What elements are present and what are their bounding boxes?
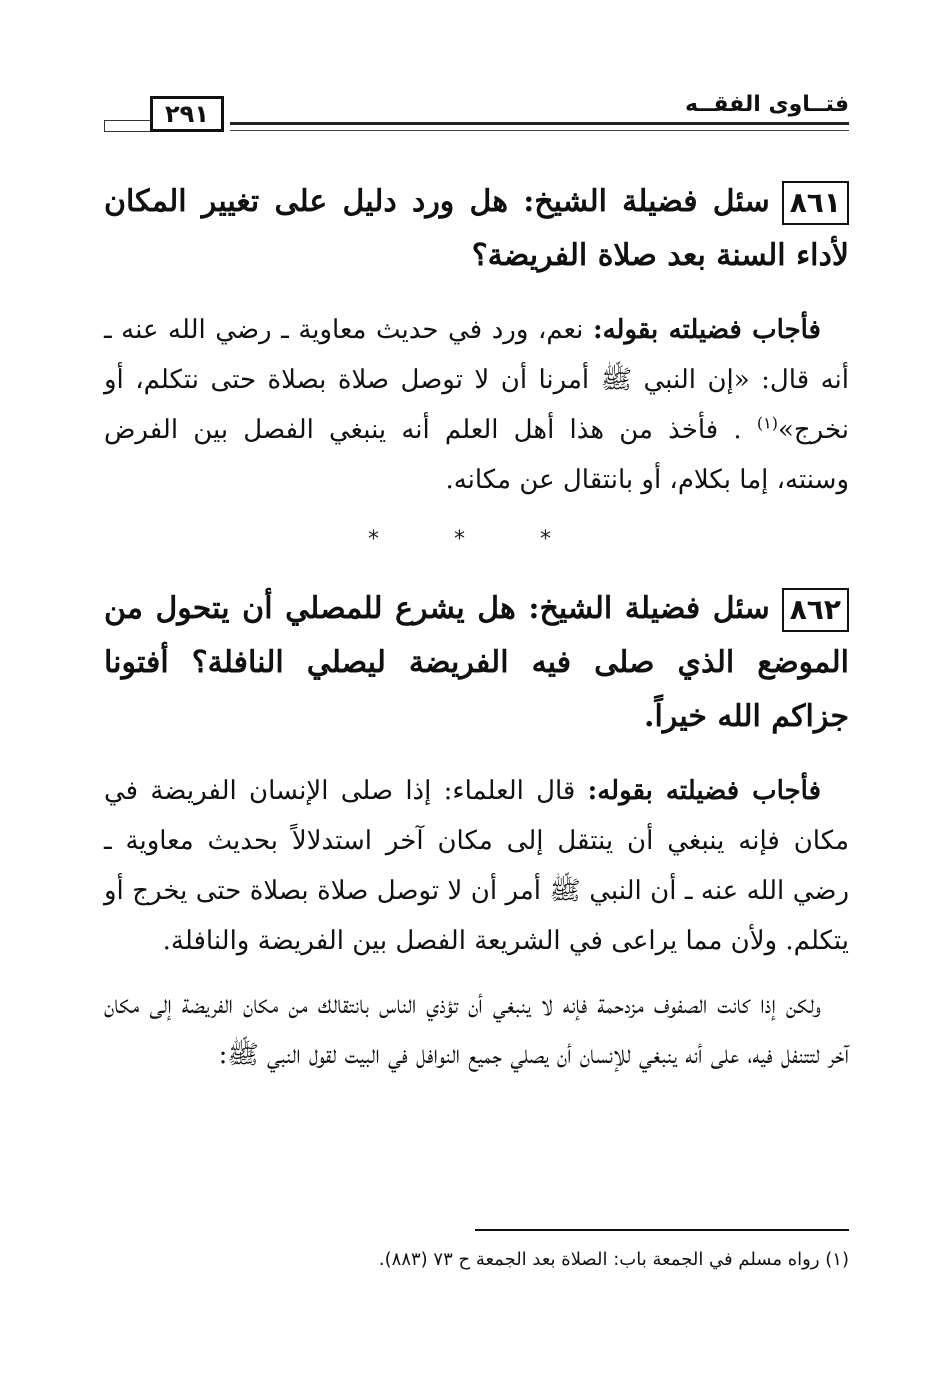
footnote-rule xyxy=(475,1229,849,1231)
question-number: ٨٦١ xyxy=(782,181,849,225)
answer xyxy=(104,766,849,966)
answer xyxy=(104,305,849,505)
answer-label: فأجاب فضيلته بقوله: xyxy=(587,776,822,806)
page-number-tab xyxy=(104,120,150,132)
question xyxy=(104,175,849,283)
header-rule-thin xyxy=(230,130,849,131)
answer-paragraph: ولكن إذا كانت الصفوف مزدحمة فإنه لا ينبغي أن تؤذي الناس بانتقالك من مكان الفريضة إلى مكان آخر لتتنفل فيه، على أنه ينبغي للإنسان أن يصلي جميع النوافل في البيت لقول النبي ﷺ: xyxy=(104,990,849,1070)
answer-text-continued: . فأخذ من هذا أهل العلم أنه ينبغي الفصل بين الفرض وسنته، إما بكلام، أو بانتقال عن مكانه. xyxy=(104,415,849,495)
question-number: ٨٦٢ xyxy=(782,588,849,632)
header-rule xyxy=(230,122,849,125)
answer-text: نعم، ورد في حديث معاوية ـ رضي الله عنه ـ أنه قال: «إن النبي ﷺ أمرنا أن لا توصل صلاة بصلاة حتى نتكلم، أو نخرج» xyxy=(104,315,849,445)
book-title: فتــاوى الفقــه xyxy=(684,92,849,117)
page-number: ٢٩١ xyxy=(150,96,224,132)
fatwa-entry xyxy=(104,582,849,1080)
section-separator: * * * xyxy=(368,527,585,552)
footnote: (١) رواه مسلم في الجمعة باب: الصلاة بعد الجمعة ح ٧٣ (٨٨٣). xyxy=(378,1249,849,1270)
answer-text: قال العلماء: إذا صلى الإنسان الفريضة في مكان فإنه ينبغي أن ينتقل إلى مكان آخر استدلالاً بحديث معاوية ـ رضي الله عنه ـ أن النبي ﷺ أمر أن لا توصل صلاة بصلاة حتى يخرج أو يتكلم. ولأن مما يراعى في الشريعة الفصل بين الفريضة والنافلة. xyxy=(104,776,849,956)
question xyxy=(104,582,849,744)
question-text: سئل فضيلة الشيخ: هل يشرع للمصلي أن يتحول من الموضع الذي صلى فيه الفريضة ليصلي النافلة؟ أفتونا جزاكم الله خيراً. xyxy=(104,591,849,734)
page-content xyxy=(104,175,849,1080)
page-header xyxy=(104,90,849,138)
answer-label: فأجاب فضيلته بقوله: xyxy=(592,315,821,345)
footnote-ref: (١) xyxy=(756,413,778,433)
question-text: سئل فضيلة الشيخ: هل ورد دليل على تغيير المكان لأداء السنة بعد صلاة الفريضة؟ xyxy=(104,184,849,273)
fatwa-entry xyxy=(104,175,849,505)
